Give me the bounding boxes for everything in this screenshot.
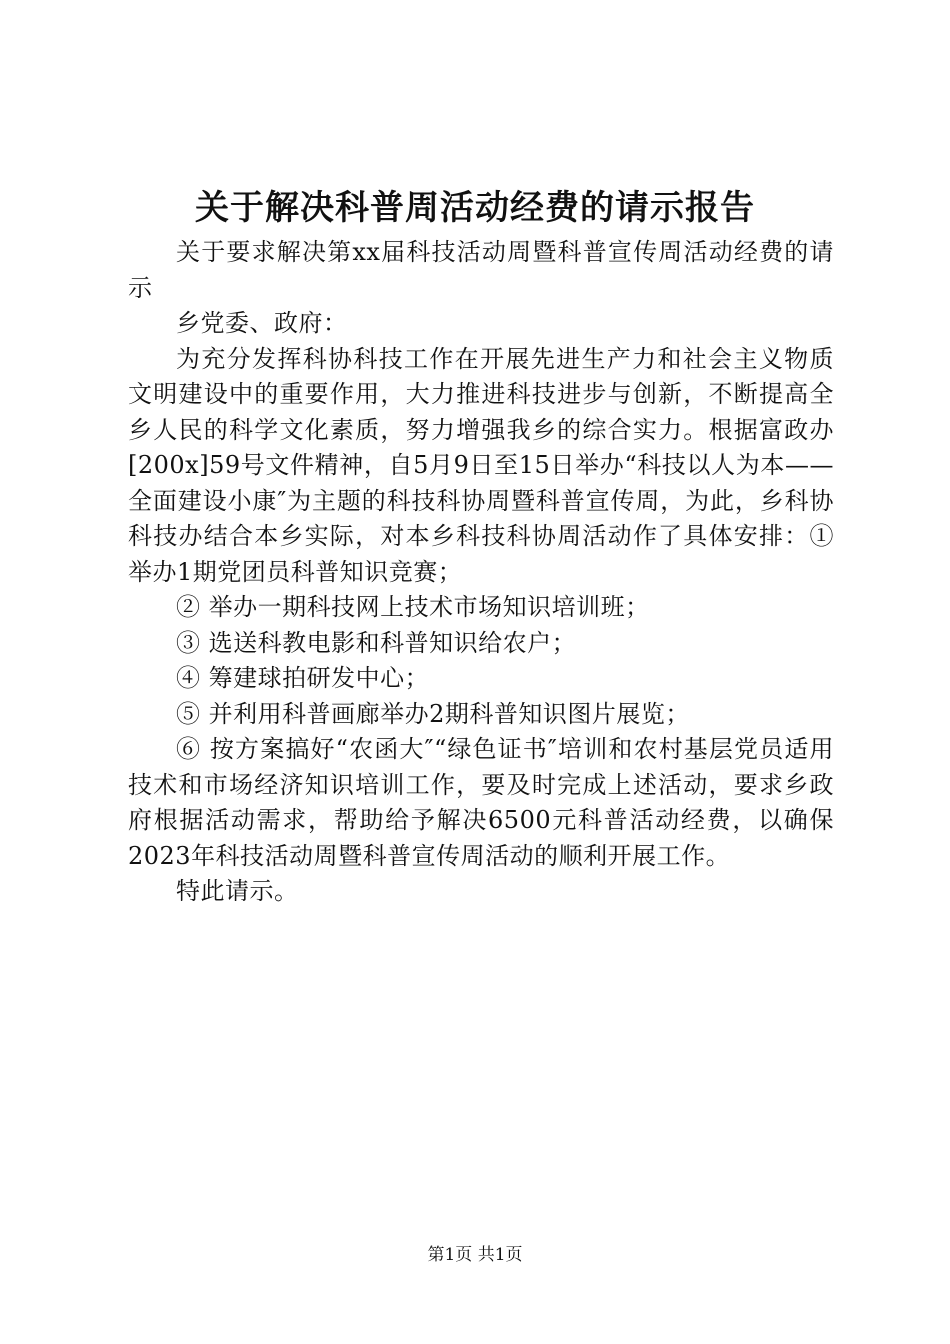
document-body (128, 235, 834, 910)
paragraph-item-4: ④ 筹建球拍研发中心； (176, 664, 430, 692)
paragraph-item-6: ⑥ 按方案搞好“农函大″“绿色证书″培训和农村基层党员适用技术和市场经济知识培训工作，要及时完成上述活动，要求乡政府根据活动需求，帮助给予解决6500元科普活动经费，以确保2023年科技活动周暨科普宣传周活动的顺利开展工作。 (128, 735, 834, 870)
document-title: 关于解决科普周活动经费的请示报告 (195, 188, 755, 228)
page-footer: 第1页 共1页 (427, 1245, 523, 1265)
paragraph-item-2: ② 举办一期科技网上技术市场知识培训班； (176, 593, 650, 621)
paragraph-closing: 特此请示。 (176, 877, 299, 905)
paragraph-main: 为充分发挥科协科技工作在开展先进生产力和社会主义物质文明建设中的重要作用，大力推进科技进步与创新，不断提高全乡人民的科学文化素质，努力增强我乡的综合实力。根据富政办[200x]59号文件精神，自5月9日至15日举办“科技以人为本——全面建设小康″为主题的科技科协周暨科普宣传周，为此，乡科协科技办结合本乡实际，对本乡科技科协周活动作了具体安排：①举办1期党团员科普知识竞赛； (128, 344, 834, 586)
paragraph-item-5: ⑤ 并利用科普画廊举办2期科普知识图片展览； (176, 699, 690, 728)
paragraph-subject: 关于要求解决第xx届科技活动周暨科普宣传周活动经费的请示 (128, 238, 834, 302)
paragraph-salutation: 乡党委、政府： (176, 309, 348, 337)
paragraph-item-3: ③ 选送科教电影和科普知识给农户； (176, 628, 577, 657)
